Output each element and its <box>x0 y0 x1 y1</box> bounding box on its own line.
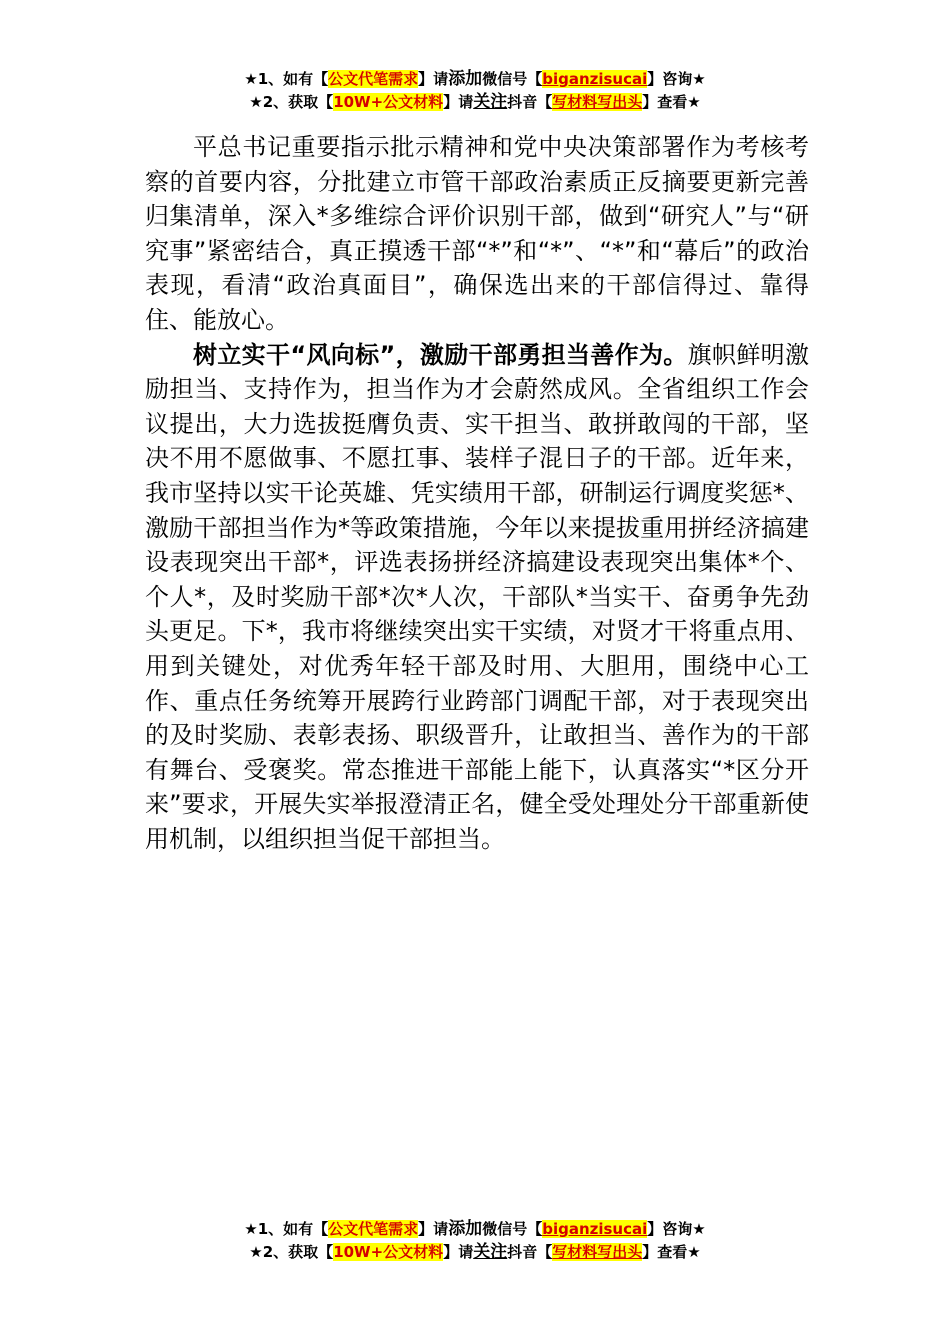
bottom-promo-banner <box>0 1218 950 1264</box>
promo-highlight: 公文代笔需求 <box>328 1220 419 1238</box>
promo-prefix: ★2、获取【 <box>249 93 334 111</box>
promo-line-1 <box>0 1218 950 1241</box>
promo-text: 】请 <box>443 1243 474 1261</box>
promo-text: 微信号【 <box>482 1220 543 1238</box>
body-paragraph-2 <box>145 338 809 857</box>
promo-suffix: 】咨询★ <box>647 70 706 88</box>
promo-highlight: 10W+公文材料 <box>333 1243 444 1261</box>
promo-prefix: ★1、如有【 <box>244 70 329 88</box>
promo-suffix: 】查看★ <box>642 1243 701 1261</box>
promo-highlight: 10W+公文材料 <box>333 93 444 111</box>
top-promo-banner <box>0 68 950 114</box>
promo-text: 微信号【 <box>482 70 543 88</box>
promo-text: 抖音【 <box>507 1243 553 1261</box>
promo-wechat-id: biganzisucai <box>542 1220 648 1238</box>
promo-text: 】请 <box>418 70 449 88</box>
promo-douyin-id: 写材料写出头 <box>552 1243 643 1261</box>
paragraph-text: 旗帜鲜明激励担当、支持作为，担当作为才会蔚然成风。全省组织工作会议提出，大力选拔挺膺负责、实干担当、敢拼敢闯的干部，坚决不用不愿做事、不愿扛事、装样子混日子的干部。近年来，我市坚持以实干论英雄、凭实绩用干部，研制运行调度奖惩*、激励干部担当作为*等政策措施，今年以来提拔重用拼经济搞建设表现突出干部*，评选表扬拼经济搞建设表现突出集体*个、个人*，及时奖励干部*次*人次，干部队*当实干、奋勇争先劲头更足。下*，我市将继续突出实干实绩，对贤才干将重点用、用到关键处，对优秀年轻干部及时用、大胆用，围绕中心工作、重点任务统筹开展跨行业跨部门调配干部，对于表现突出的及时奖励、表彰表扬、职级晋升，让敢担当、善作为的干部有舞台、受褒奖。常态推进干部能上能下，认真落实“*区分开来”要求，开展失实举报澄清正名，健全受处理处分干部重新使用机制，以组织担当促干部担当。 <box>145 340 810 853</box>
promo-emphasis: 添加 <box>448 1219 483 1239</box>
promo-douyin-id: 写材料写出头 <box>552 93 643 111</box>
promo-highlight: 公文代笔需求 <box>328 70 419 88</box>
promo-line-2 <box>0 1241 950 1264</box>
promo-text: 抖音【 <box>507 93 553 111</box>
promo-suffix: 】查看★ <box>642 93 701 111</box>
promo-emphasis: 添加 <box>448 69 483 89</box>
promo-prefix: ★2、获取【 <box>249 1243 334 1261</box>
promo-text: 】请 <box>443 93 474 111</box>
promo-line-2 <box>0 91 950 114</box>
promo-prefix: ★1、如有【 <box>244 1220 329 1238</box>
promo-line-1 <box>0 68 950 91</box>
promo-suffix: 】咨询★ <box>647 1220 706 1238</box>
promo-emphasis: 关注 <box>473 1242 508 1262</box>
document-body <box>145 130 809 856</box>
paragraph-heading: 树立实干“风向标”，激励干部勇担当善作为。 <box>193 340 688 369</box>
promo-wechat-id: biganzisucai <box>542 70 648 88</box>
promo-text: 】请 <box>418 1220 449 1238</box>
body-paragraph-1: 平总书记重要指示批示精神和党中央决策部署作为考核考察的首要内容，分批建立市管干部政治素质正反摘要更新完善归集清单，深入*多维综合评价识别干部，做到“研究人”与“研究事”紧密结合，真正摸透干部“*”和“*”、“*”和“幕后”的政治表现，看清“政治真面目”，确保选出来的干部信得过、靠得住、能放心。 <box>145 133 809 334</box>
promo-emphasis: 关注 <box>473 92 508 112</box>
